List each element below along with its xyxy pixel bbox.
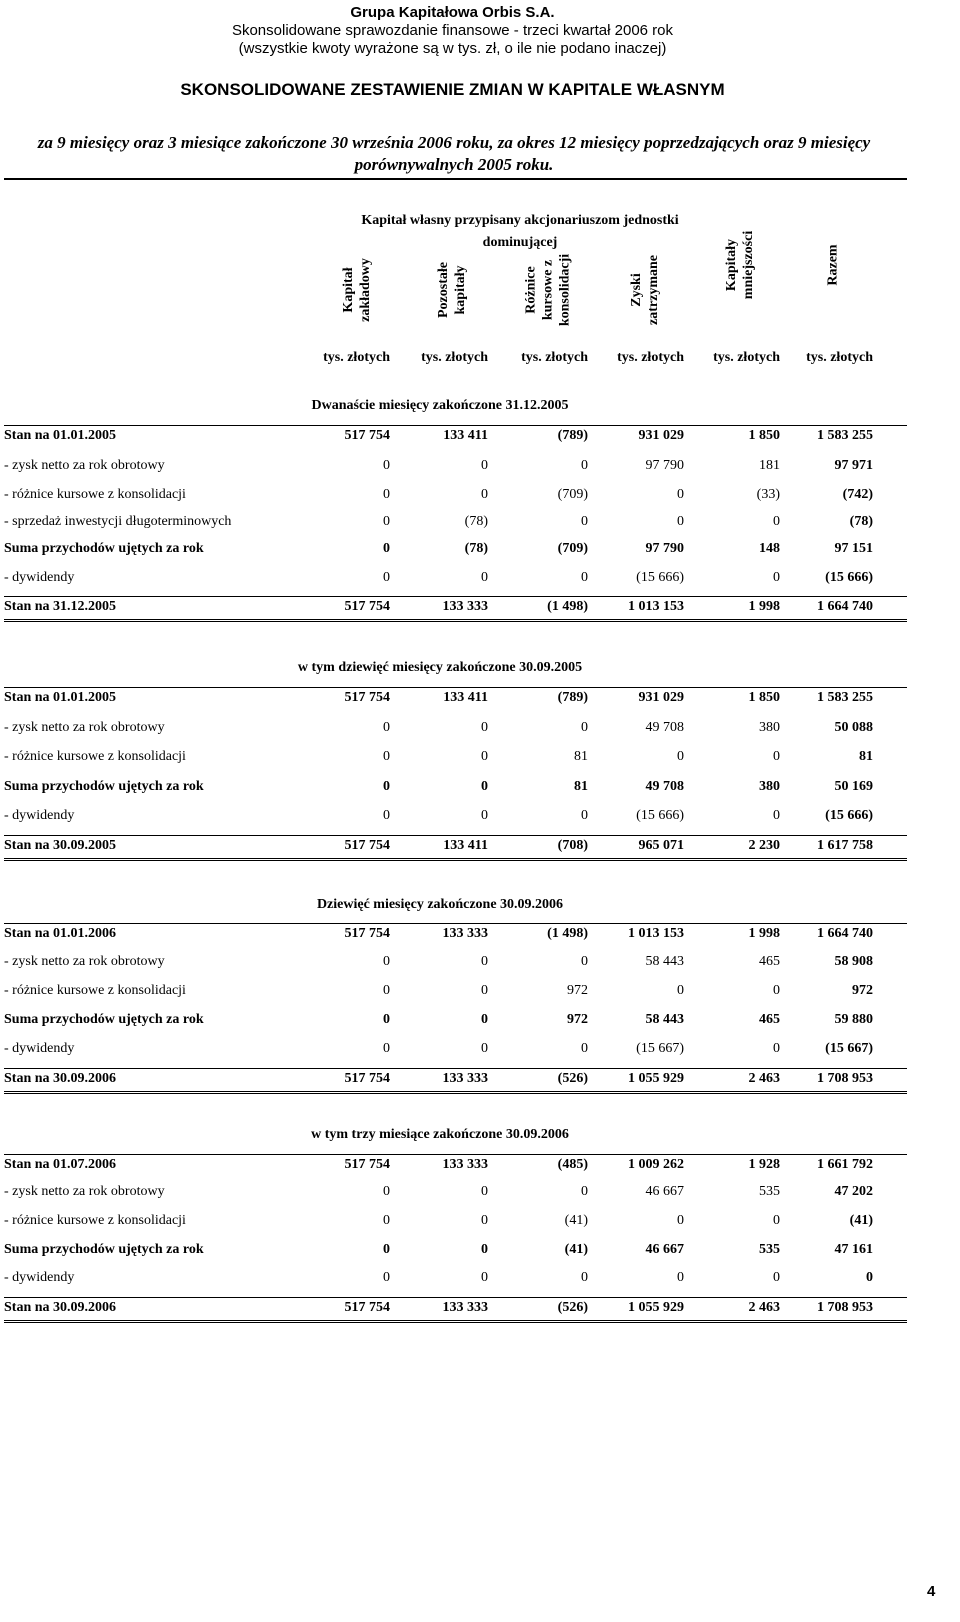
- row-value: 0: [481, 954, 488, 969]
- row-value: (15 666): [825, 808, 873, 823]
- row-label: - dywidendy: [4, 808, 75, 823]
- row-value: 517 754: [344, 599, 390, 614]
- row-value: 0: [383, 983, 390, 998]
- row-value: 1 708 953: [817, 1300, 873, 1315]
- report-title: Skonsolidowane sprawozdanie finansowe - trzeci kwartał 2006 rok: [231, 22, 674, 39]
- row-value: 50 169: [834, 779, 873, 794]
- row-value: 0: [481, 570, 488, 585]
- row-value: 0: [677, 487, 684, 502]
- row-value: 0: [481, 749, 488, 764]
- column-header-line: Kapitały: [724, 238, 739, 292]
- table-row: [4, 512, 907, 534]
- row-value: 931 029: [638, 690, 684, 705]
- column-group-title: Kapitał własny przypisany akcjonariuszom jednostki dominującej: [361, 213, 679, 250]
- row-label: - sprzedaż inwestycji długoterminowych: [4, 514, 232, 529]
- row-label: Stan na 01.01.2006: [4, 926, 117, 941]
- unit-label: tys. złotych: [323, 350, 390, 365]
- row-value: 0: [383, 1184, 390, 1199]
- row-value: 0: [383, 1242, 390, 1257]
- table-row: [4, 1068, 907, 1094]
- table-row: [4, 1240, 907, 1262]
- column-header-line: kapitały: [453, 265, 468, 315]
- page-subtitle: za 9 miesięcy oraz 3 miesiące zakończone 30 września 2006 roku, za okres 12 miesięcy poprzedzających oraz 9 miesięcy porównywalnych 2005 roku.: [37, 133, 871, 174]
- row-value: 1 664 740: [817, 599, 873, 614]
- row-value: 0: [383, 954, 390, 969]
- row-label: Stan na 30.09.2005: [4, 838, 117, 853]
- row-value: 517 754: [344, 428, 390, 443]
- row-value: 0: [481, 1041, 488, 1056]
- row-value: 58 443: [645, 1012, 684, 1027]
- row-label: Stan na 01.07.2006: [4, 1157, 117, 1172]
- row-value: (1 498): [547, 926, 588, 941]
- row-value: 148: [759, 541, 780, 556]
- row-value: 0: [383, 541, 390, 556]
- column-header-line: Kapitał: [341, 267, 356, 313]
- header-rule: [4, 178, 907, 180]
- section-title: w tym trzy miesiące zakończone 30.09.2006: [311, 1127, 569, 1142]
- column-header-line: Pozostałe: [436, 262, 451, 318]
- row-value: 1 998: [748, 926, 780, 941]
- row-value: 465: [759, 1012, 780, 1027]
- table-row: [4, 1211, 907, 1233]
- row-label: Suma przychodów ujętych za rok: [4, 1012, 204, 1027]
- row-value: 97 790: [645, 458, 684, 473]
- table-row: [4, 952, 907, 974]
- row-value: 97 790: [645, 541, 684, 556]
- table-row: [4, 718, 907, 740]
- row-value: (15 666): [636, 570, 684, 585]
- row-value: 1 850: [748, 428, 780, 443]
- row-label: - dywidendy: [4, 570, 75, 585]
- row-value: (78): [464, 541, 488, 556]
- row-value: 0: [677, 1213, 684, 1228]
- row-value: (789): [557, 690, 588, 705]
- row-value: 0: [677, 514, 684, 529]
- row-value: (15 666): [825, 570, 873, 585]
- table-row: [4, 1297, 907, 1323]
- row-value: 965 071: [638, 838, 684, 853]
- row-value: (41): [564, 1213, 588, 1228]
- row-value: 1 055 929: [628, 1300, 684, 1315]
- row-value: 2 230: [748, 838, 780, 853]
- table-row: [4, 539, 907, 561]
- row-value: 972: [567, 1012, 588, 1027]
- row-value: 133 333: [442, 926, 488, 941]
- row-value: 0: [866, 1270, 873, 1285]
- row-value: 972: [567, 983, 588, 998]
- row-value: 0: [481, 808, 488, 823]
- row-value: 133 411: [443, 428, 488, 443]
- row-value: (742): [842, 487, 873, 502]
- row-label: Suma przychodów ujętych za rok: [4, 779, 204, 794]
- row-value: 0: [383, 1012, 390, 1027]
- unit-label: tys. złotych: [806, 350, 873, 365]
- row-label: - zysk netto za rok obrotowy: [4, 954, 165, 969]
- row-value: 0: [383, 720, 390, 735]
- row-value: 1 583 255: [817, 428, 873, 443]
- row-value: 133 333: [442, 1071, 488, 1086]
- column-header-line: zatrzymane: [646, 255, 661, 325]
- row-value: (15 667): [825, 1041, 873, 1056]
- row-value: 133 333: [442, 599, 488, 614]
- row-value: 0: [581, 808, 588, 823]
- row-value: 517 754: [344, 1071, 390, 1086]
- unit-label: tys. złotych: [521, 350, 588, 365]
- row-label: Stan na 30.09.2006: [4, 1071, 117, 1086]
- row-value: 0: [383, 1213, 390, 1228]
- row-value: 97 151: [834, 541, 873, 556]
- page-number: 4: [927, 1583, 936, 1600]
- row-value: 0: [481, 1270, 488, 1285]
- row-value: 0: [581, 514, 588, 529]
- row-value: 0: [581, 458, 588, 473]
- row-value: 1 850: [748, 690, 780, 705]
- row-value: 97 971: [834, 458, 873, 473]
- row-value: 46 667: [645, 1242, 684, 1257]
- section-title: Dwanaście miesięcy zakończone 31.12.2005: [311, 398, 569, 413]
- row-value: 133 411: [443, 690, 488, 705]
- table-row: [4, 806, 907, 828]
- row-value: 0: [383, 487, 390, 502]
- row-value: 1 661 792: [817, 1157, 873, 1172]
- row-value: 0: [773, 514, 780, 529]
- row-value: 0: [773, 1213, 780, 1228]
- row-label: - różnice kursowe z konsolidacji: [4, 749, 186, 764]
- row-value: 0: [677, 749, 684, 764]
- row-value: 49 708: [645, 720, 684, 735]
- unit-label: tys. złotych: [713, 350, 780, 365]
- row-value: 2 463: [748, 1300, 780, 1315]
- row-value: (33): [756, 487, 780, 502]
- row-label: Stan na 30.09.2006: [4, 1300, 117, 1315]
- row-value: 0: [383, 749, 390, 764]
- row-value: 1 055 929: [628, 1071, 684, 1086]
- row-value: 133 411: [443, 838, 488, 853]
- row-value: 0: [481, 779, 488, 794]
- row-value: 0: [383, 779, 390, 794]
- table-row: [4, 1268, 907, 1290]
- row-value: 1 013 153: [628, 599, 684, 614]
- table-row: [4, 1039, 907, 1061]
- row-value: 0: [677, 1270, 684, 1285]
- row-value: (78): [849, 514, 873, 529]
- row-value: 0: [383, 514, 390, 529]
- row-value: (78): [464, 514, 488, 529]
- row-value: 0: [481, 487, 488, 502]
- row-value: 0: [383, 570, 390, 585]
- row-value: 0: [581, 954, 588, 969]
- row-value: (709): [557, 541, 588, 556]
- row-value: 47 161: [834, 1242, 873, 1257]
- row-value: 0: [677, 983, 684, 998]
- row-value: 47 202: [834, 1184, 873, 1199]
- row-value: 50 088: [834, 720, 873, 735]
- row-value: 0: [581, 1041, 588, 1056]
- row-value: 0: [383, 808, 390, 823]
- row-value: 0: [481, 1213, 488, 1228]
- row-value: 0: [773, 1041, 780, 1056]
- table-row: [4, 485, 907, 507]
- column-header-line: Różnice: [523, 266, 539, 314]
- row-value: 535: [759, 1184, 780, 1199]
- row-value: 0: [773, 1270, 780, 1285]
- row-value: (708): [557, 838, 588, 853]
- row-label: - dywidendy: [4, 1270, 75, 1285]
- amount-note: (wszystkie kwoty wyrażone są w tys. zł, o ile nie podano inaczej): [238, 40, 667, 57]
- row-value: 972: [852, 983, 873, 998]
- row-value: 0: [383, 458, 390, 473]
- row-value: 0: [481, 1242, 488, 1257]
- row-value: 0: [481, 1184, 488, 1199]
- row-value: 1 708 953: [817, 1071, 873, 1086]
- table-row: [4, 981, 907, 1003]
- row-value: 1 928: [748, 1157, 780, 1172]
- unit-label: tys. złotych: [617, 350, 684, 365]
- page-title: SKONSOLIDOWANE ZESTAWIENIE ZMIAN W KAPITALE WŁASNYM: [180, 80, 725, 99]
- table-row: [4, 923, 907, 946]
- row-value: (526): [557, 1300, 588, 1315]
- column-header-line: konsolidacji: [557, 253, 573, 327]
- row-label: Stan na 01.01.2005: [4, 428, 117, 443]
- table-row: [4, 747, 907, 769]
- row-value: (485): [557, 1157, 588, 1172]
- table-row: [4, 777, 907, 799]
- table-row: [4, 1010, 907, 1032]
- column-header-line: kursowe z: [540, 259, 556, 321]
- row-label: - zysk netto za rok obrotowy: [4, 458, 165, 473]
- row-value: 2 463: [748, 1071, 780, 1086]
- row-value: 0: [581, 570, 588, 585]
- row-value: 1 013 153: [628, 926, 684, 941]
- row-value: 46 667: [645, 1184, 684, 1199]
- row-value: (41): [849, 1213, 873, 1228]
- row-value: 58 443: [645, 954, 684, 969]
- row-value: 0: [481, 1012, 488, 1027]
- row-value: 0: [773, 983, 780, 998]
- row-value: 931 029: [638, 428, 684, 443]
- row-value: 133 333: [442, 1300, 488, 1315]
- table-row: [4, 1154, 907, 1177]
- table-row: [4, 1182, 907, 1204]
- column-header-line: Razem: [825, 244, 841, 286]
- table-row: [4, 425, 907, 448]
- row-value: 1 664 740: [817, 926, 873, 941]
- row-value: (709): [557, 487, 588, 502]
- table-row: [4, 687, 907, 710]
- row-value: (15 667): [636, 1041, 684, 1056]
- row-label: - zysk netto za rok obrotowy: [4, 1184, 165, 1199]
- company-name: Grupa Kapitałowa Orbis S.A.: [350, 4, 555, 21]
- column-header-line: zakładowy: [358, 258, 373, 322]
- row-value: 49 708: [645, 779, 684, 794]
- row-value: 0: [383, 1270, 390, 1285]
- row-value: 0: [773, 570, 780, 585]
- row-value: 81: [859, 749, 873, 764]
- row-value: 517 754: [344, 1157, 390, 1172]
- row-value: 0: [481, 983, 488, 998]
- row-value: 133 333: [442, 1157, 488, 1172]
- column-header-5: [773, 205, 893, 325]
- row-label: - zysk netto za rok obrotowy: [4, 720, 165, 735]
- row-value: (789): [557, 428, 588, 443]
- row-value: 0: [383, 1041, 390, 1056]
- row-label: - różnice kursowe z konsolidacji: [4, 487, 186, 502]
- row-value: 0: [481, 458, 488, 473]
- row-value: 380: [759, 720, 780, 735]
- row-value: 0: [581, 720, 588, 735]
- row-value: 0: [773, 808, 780, 823]
- row-value: 517 754: [344, 1300, 390, 1315]
- row-value: (1 498): [547, 599, 588, 614]
- section-title: w tym dziewięć miesięcy zakończone 30.09.2005: [297, 660, 583, 675]
- section-title: Dziewięć miesięcy zakończone 30.09.2006: [316, 897, 564, 912]
- table-row: [4, 835, 907, 861]
- row-value: (526): [557, 1071, 588, 1086]
- row-value: 517 754: [344, 838, 390, 853]
- table-row: [4, 568, 907, 590]
- row-value: (41): [564, 1242, 588, 1257]
- table-row: [4, 596, 907, 622]
- row-value: 1 583 255: [817, 690, 873, 705]
- unit-label: tys. złotych: [421, 350, 488, 365]
- column-header-line: Zyski: [629, 273, 644, 307]
- row-value: 535: [759, 1242, 780, 1257]
- row-value: 517 754: [344, 690, 390, 705]
- row-value: 81: [574, 779, 588, 794]
- row-value: 0: [481, 720, 488, 735]
- row-label: Suma przychodów ujętych za rok: [4, 1242, 204, 1257]
- row-value: 1 009 262: [628, 1157, 684, 1172]
- row-value: 1 617 758: [817, 838, 873, 853]
- row-value: 0: [581, 1184, 588, 1199]
- row-value: 59 880: [834, 1012, 873, 1027]
- row-value: 81: [574, 749, 588, 764]
- row-value: 181: [759, 458, 780, 473]
- row-value: 517 754: [344, 926, 390, 941]
- row-value: 465: [759, 954, 780, 969]
- column-header-line: mniejszości: [741, 230, 756, 300]
- row-value: 380: [759, 779, 780, 794]
- row-label: - różnice kursowe z konsolidacji: [4, 983, 186, 998]
- row-value: 1 998: [748, 599, 780, 614]
- row-value: (15 666): [636, 808, 684, 823]
- row-label: Stan na 31.12.2005: [4, 599, 117, 614]
- row-label: - różnice kursowe z konsolidacji: [4, 1213, 186, 1228]
- row-value: 58 908: [834, 954, 873, 969]
- row-value: 0: [581, 1270, 588, 1285]
- row-label: Stan na 01.01.2005: [4, 690, 117, 705]
- table-row: [4, 456, 907, 478]
- row-label: - dywidendy: [4, 1041, 75, 1056]
- row-value: 0: [773, 749, 780, 764]
- row-label: Suma przychodów ujętych za rok: [4, 541, 204, 556]
